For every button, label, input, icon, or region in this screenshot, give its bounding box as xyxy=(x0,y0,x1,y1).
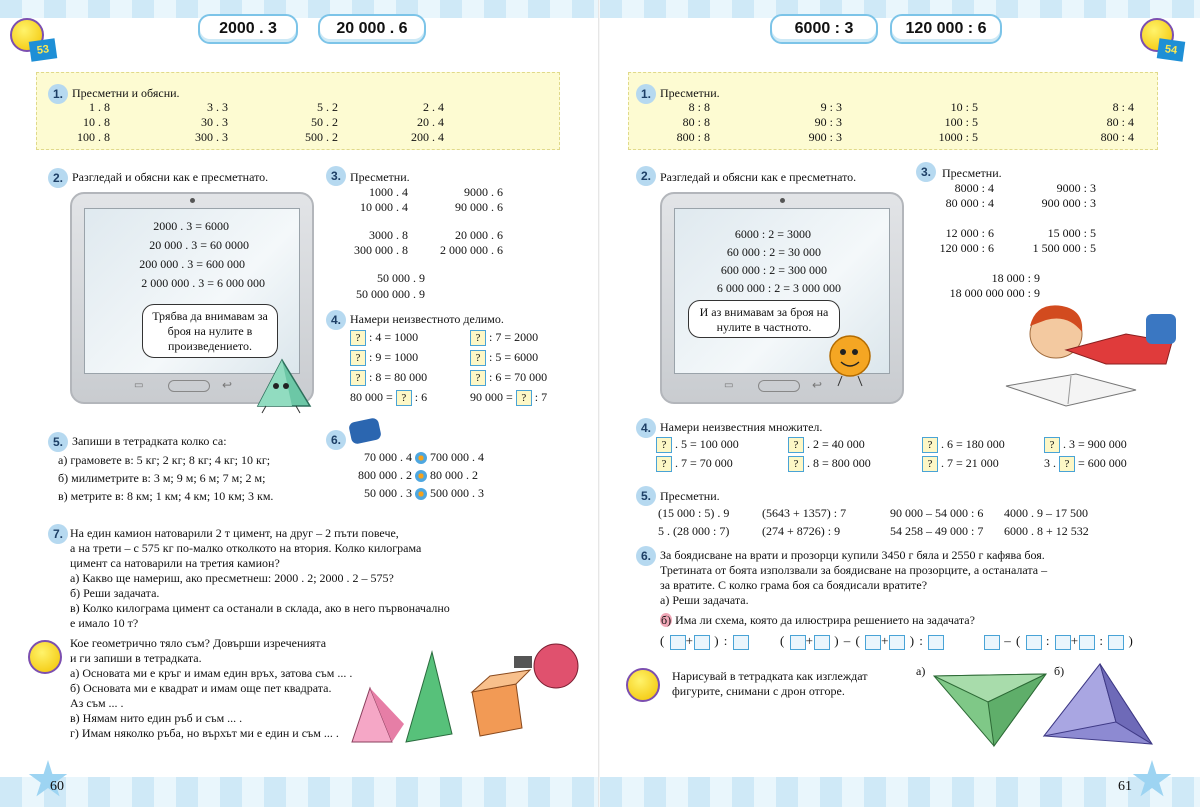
figure-b-label: б) xyxy=(1054,664,1065,678)
unknown-box[interactable]: ? xyxy=(350,330,366,346)
task7-line: цимент са натоварили на третия камион? xyxy=(70,556,280,570)
equation: ? . 8 = 800 000 xyxy=(788,456,871,472)
calc-item: 90 000 . 6 xyxy=(455,200,503,214)
sphere-character-icon xyxy=(826,332,874,388)
compare-row xyxy=(348,468,478,483)
task6-line: за вратите. С колко грама боя са боядисали вратите? xyxy=(660,578,928,592)
drone-mascot-icon xyxy=(626,668,660,702)
geometric-shapes-illustration xyxy=(340,632,590,750)
calc-line: 6000 : 2 = 3000 xyxy=(734,227,811,241)
calc-item: 9000 : 3 xyxy=(1056,181,1096,195)
task5-item: а) грамовете в: 5 кг; 2 кг; 8 кг; 4 кг; 10 кг; xyxy=(58,453,271,467)
answer-box[interactable] xyxy=(790,635,806,650)
unknown-box[interactable]: ? xyxy=(922,437,938,453)
calc-line: 60 000 : 2 = 30 000 xyxy=(726,245,821,259)
riddle-line: а) Основата ми е кръг и имам един връх, затова съм ... . xyxy=(70,666,353,680)
calc-item: 10 . 8 xyxy=(83,115,110,129)
task5-title: Запиши в тетрадката колко са: xyxy=(72,434,227,448)
equation: ? : 7 = 2000 xyxy=(470,330,538,346)
unknown-box[interactable]: ? xyxy=(1044,437,1060,453)
calc-item: 18 000 : 9 xyxy=(991,271,1040,285)
page-number: 61 xyxy=(1118,779,1132,794)
recent-apps-icon: ▭ xyxy=(134,380,144,391)
calc-item: 5 . 2 xyxy=(317,100,338,114)
task4-title: Намери неизвестното делимо. xyxy=(350,312,504,326)
equation: 90 000 = ? : 7 xyxy=(470,390,548,405)
figure-a-label: а) xyxy=(916,664,926,678)
compare-right: 80 000 . 2 xyxy=(430,468,478,482)
calc-line: 2000 . 3 = 6000 xyxy=(153,219,229,233)
calc-item: 120 000 : 6 xyxy=(939,241,994,255)
unknown-box[interactable]: ? xyxy=(470,350,486,366)
drone-text: фигурите, снимани с дрон отгоре. xyxy=(672,684,845,698)
unknown-box[interactable]: ? xyxy=(396,390,412,406)
answer-box[interactable] xyxy=(814,635,830,650)
calc-item: 500 . 2 xyxy=(305,130,338,144)
recent-apps-icon: ▭ xyxy=(724,380,734,391)
back-arrow-icon: ↩ xyxy=(812,378,823,392)
flower-icon[interactable] xyxy=(415,470,427,482)
equation: ? . 6 = 180 000 xyxy=(922,437,1005,453)
calc-item: 900 000 : 3 xyxy=(1041,196,1096,210)
task2-title: Разгледай и обясни как е пресметнато. xyxy=(72,170,269,184)
header-pill-2: 120 000 : 6 xyxy=(890,14,1002,44)
calc-item: 12 000 : 6 xyxy=(945,226,994,240)
calc-line: 200 000 . 3 = 600 000 xyxy=(139,257,245,271)
task4-title: Намери неизвестния множител. xyxy=(660,420,823,434)
speech-bubble: Трябва да внимавам за броя на нулите в произведението. xyxy=(142,304,278,358)
calc-item: 3000 . 8 xyxy=(369,228,408,242)
answer-box[interactable] xyxy=(865,635,881,650)
task2-number: 2. xyxy=(48,168,68,188)
compare-character-icon xyxy=(348,417,382,445)
task6-part-b xyxy=(660,613,975,628)
equation: ? : 4 = 1000 xyxy=(350,330,418,346)
header-pill-2: 20 000 . 6 xyxy=(318,14,426,44)
equation: 80 000 = ? : 6 xyxy=(350,390,428,405)
calc-line: 2 000 000 . 3 = 6 000 000 xyxy=(141,276,265,290)
task4-number: 4. xyxy=(326,310,346,330)
calc-item: 6000 . 8 + 12 532 xyxy=(1004,524,1089,538)
equation: ? . 7 = 70 000 xyxy=(656,456,733,472)
task2-title: Разгледай и обясни как е пресметнато. xyxy=(660,170,857,184)
task5-title: Пресметни. xyxy=(660,489,720,503)
task7-line: На един камион натоварили 2 т цимент, на друг – 2 пъти повече, xyxy=(70,526,399,540)
task7-line: а на трети – с 575 кг по-малко отколкото на втория. Колко килограма xyxy=(70,541,422,555)
speech-bubble: И аз внимавам за броя на нулите в частното. xyxy=(688,300,840,338)
unknown-box[interactable]: ? xyxy=(656,437,672,453)
calc-item: 9 : 3 xyxy=(820,100,842,114)
equation: ? . 5 = 100 000 xyxy=(656,437,739,453)
answer-box[interactable] xyxy=(670,635,686,650)
calc-item: 8 : 8 xyxy=(688,100,710,114)
compare-row xyxy=(348,486,484,501)
calc-item: 54 258 – 49 000 : 7 xyxy=(890,524,984,538)
right-page xyxy=(600,0,1200,807)
task6-line: Третината от боята използвали за боядисване на прозорците, а останалата – xyxy=(660,563,1048,577)
equation: ? : 8 = 80 000 xyxy=(350,370,427,386)
answer-box[interactable] xyxy=(1055,635,1071,650)
compare-row xyxy=(348,450,484,465)
task1-title: Пресметни. xyxy=(660,86,720,100)
task6-number: 6. xyxy=(326,430,346,450)
task3-title: Пресметни. xyxy=(942,166,1002,180)
compare-left: 70 000 . 4 xyxy=(364,450,412,464)
calc-item: 1 500 000 : 5 xyxy=(1032,241,1096,255)
calc-line: 6 000 000 : 2 = 3 000 000 xyxy=(716,281,841,295)
task1-title: Пресметни и обясни. xyxy=(72,86,180,100)
home-button-icon xyxy=(758,380,800,392)
calc-item: (274 + 8726) : 9 xyxy=(762,524,841,538)
calc-item: 2 . 4 xyxy=(423,100,444,114)
calc-item: 3 . 3 xyxy=(207,100,228,114)
equation: ? . 3 = 900 000 xyxy=(1044,437,1127,453)
header-pill-1: 6000 : 3 xyxy=(770,14,878,44)
scheme-option-2: ( + ) – ( + ) : xyxy=(780,633,944,650)
calc-item: 9000 . 6 xyxy=(464,185,503,199)
task5-number: 5. xyxy=(48,432,68,452)
calc-item: 18 000 000 000 : 9 xyxy=(949,286,1040,300)
riddle-mascot-icon xyxy=(28,640,62,674)
task7-number: 7. xyxy=(48,524,68,544)
task5-item: в) метрите в: 8 км; 1 км; 4 км; 10 км; 3 км. xyxy=(58,489,274,503)
scheme-option-3: – ( : + : ) xyxy=(984,633,1134,650)
equation: ? : 9 = 1000 xyxy=(350,350,418,366)
calc-item: 8000 : 4 xyxy=(954,181,994,195)
home-button-icon xyxy=(168,380,210,392)
unknown-box[interactable]: ? xyxy=(656,456,672,472)
calc-item: 10 000 . 4 xyxy=(360,200,408,214)
unknown-box[interactable]: ? xyxy=(470,370,486,386)
pyramid-character-icon xyxy=(252,356,314,414)
calc-item: 100 . 8 xyxy=(77,130,110,144)
calc-item: 1000 : 5 xyxy=(938,130,978,144)
task5-item: б) милиметрите в: 3 м; 9 м; 6 м; 7 м; 2 м; xyxy=(58,471,266,485)
task4-number: 4. xyxy=(636,418,656,438)
calc-item: (15 000 : 5) . 9 xyxy=(658,506,730,520)
calc-item: 200 . 4 xyxy=(411,130,444,144)
scheme-option-1: ( + ) : xyxy=(660,633,749,650)
calc-item: 100 : 5 xyxy=(944,115,978,129)
task1-number: 1. xyxy=(636,84,656,104)
calc-item: 800 : 8 xyxy=(676,130,710,144)
calc-item: 20 . 4 xyxy=(417,115,444,129)
task7-line: в) Колко килограма цимент са останали в склада, ако в него първоначално xyxy=(70,601,450,615)
unknown-box[interactable]: ? xyxy=(1059,456,1075,472)
header-pill-1: 2000 . 3 xyxy=(198,14,298,44)
calc-item: 800 : 4 xyxy=(1100,130,1134,144)
boy-writing-illustration xyxy=(996,294,1180,414)
task7-line: е имало 10 т? xyxy=(70,616,139,630)
compare-left: 50 000 . 3 xyxy=(364,486,412,500)
calc-item: 4000 . 9 – 17 500 xyxy=(1004,506,1088,520)
unknown-box[interactable]: ? xyxy=(350,370,366,386)
top-band xyxy=(0,0,600,18)
task6-line: За боядисване на врати и прозорци купили 3450 г бяла и 2550 г кафява боя. xyxy=(660,548,1045,562)
calc-item: 90 000 – 54 000 : 6 xyxy=(890,506,984,520)
calc-item: 15 000 : 5 xyxy=(1047,226,1096,240)
calc-item: 80 : 4 xyxy=(1106,115,1134,129)
riddle-line: Кое геометрично тяло съм? Довърши изреченията xyxy=(70,636,327,650)
calc-item: 80 000 : 4 xyxy=(945,196,994,210)
lesson-badge: 53 xyxy=(29,38,58,61)
lesson-badge: 54 xyxy=(1157,38,1186,61)
task6-number: 6. xyxy=(636,546,656,566)
unknown-box[interactable]: ? xyxy=(350,350,366,366)
part-b-text: Има ли схема, която да илюстрира решението на задачата? xyxy=(675,613,975,627)
unknown-box[interactable]: ? xyxy=(516,390,532,406)
task1-number: 1. xyxy=(48,84,68,104)
task6-line: а) Реши задачата. xyxy=(660,593,749,607)
page-number: 60 xyxy=(50,779,64,794)
answer-box[interactable] xyxy=(1079,635,1095,650)
calc-item: 5 . (28 000 : 7) xyxy=(658,524,730,538)
unknown-box[interactable]: ? xyxy=(470,330,486,346)
equation: ? : 5 = 6000 xyxy=(470,350,538,366)
calc-item: 300 . 3 xyxy=(195,130,228,144)
answer-box[interactable] xyxy=(984,635,1000,650)
equation: ? : 6 = 70 000 xyxy=(470,370,547,386)
task5-number: 5. xyxy=(636,486,656,506)
unknown-box[interactable]: ? xyxy=(788,437,804,453)
riddle-line: в) Нямам нито един ръб и съм ... . xyxy=(70,711,243,725)
equation: ? . 2 = 40 000 xyxy=(788,437,865,453)
calc-item: 20 000 . 6 xyxy=(455,228,503,242)
calc-item: 1000 . 4 xyxy=(369,185,408,199)
calc-line: 20 000 . 3 = 60 0000 xyxy=(149,238,249,252)
calc-item: 50 000 000 . 9 xyxy=(356,287,425,301)
calc-item: 300 000 . 8 xyxy=(354,243,408,257)
calc-item: 1 . 8 xyxy=(89,100,110,114)
riddle-line: б) Основата ми е квадрат и имам още пет квадрата. xyxy=(70,681,332,695)
riddle-line: и ги запиши в тетрадката. xyxy=(70,651,202,665)
bottom-band xyxy=(600,777,1200,807)
drone-text: Нарисувай в тетрадката как изглеждат xyxy=(672,669,868,683)
riddle-line: г) Имам няколко ръба, но върхът ми е един и съм ... . xyxy=(70,726,339,740)
task3-title: Пресметни. xyxy=(350,170,410,184)
task7-line: б) Реши задачата. xyxy=(70,586,160,600)
calc-item: 50 000 . 9 xyxy=(377,271,425,285)
flower-icon[interactable] xyxy=(415,488,427,500)
calc-item: (5643 + 1357) : 7 xyxy=(762,506,847,520)
back-arrow-icon: ↩ xyxy=(222,378,233,392)
compare-right: 500 000 . 3 xyxy=(430,486,484,500)
riddle-line: Аз съм ... . xyxy=(70,696,124,710)
task1-box xyxy=(36,72,560,150)
equation: ? . 7 = 21 000 xyxy=(922,456,999,472)
calc-item: 50 . 2 xyxy=(311,115,338,129)
compare-right: 700 000 . 4 xyxy=(430,450,484,464)
calc-line: 600 000 : 2 = 300 000 xyxy=(720,263,827,277)
calc-item: 2 000 000 . 6 xyxy=(440,243,503,257)
answer-box[interactable] xyxy=(928,635,944,650)
calc-item: 10 : 5 xyxy=(950,100,978,114)
equation: 3 . ? = 600 000 xyxy=(1044,456,1127,471)
calc-item: 30 . 3 xyxy=(201,115,228,129)
square-pyramid-icon xyxy=(1040,660,1158,748)
calc-item: 8 : 4 xyxy=(1112,100,1134,114)
unknown-box[interactable]: ? xyxy=(788,456,804,472)
task3-number: 3. xyxy=(916,162,936,182)
task3-number: 3. xyxy=(326,166,346,186)
answer-box[interactable] xyxy=(694,635,710,650)
task2-number: 2. xyxy=(636,166,656,186)
task7-line: а) Какво ще намериш, ако пресметнеш: 2000 . 2; 2000 . 2 – 575? xyxy=(70,571,394,585)
calc-item: 90 : 3 xyxy=(814,115,842,129)
triangular-pyramid-icon xyxy=(930,668,1050,750)
compare-left: 800 000 . 2 xyxy=(358,468,412,482)
calc-item: 80 : 8 xyxy=(682,115,710,129)
answer-box[interactable] xyxy=(1108,635,1124,650)
answer-box[interactable] xyxy=(733,635,749,650)
answer-box[interactable] xyxy=(889,635,905,650)
flower-icon[interactable] xyxy=(415,452,427,464)
calc-item: 900 : 3 xyxy=(808,130,842,144)
answer-box[interactable] xyxy=(1026,635,1042,650)
bottom-band xyxy=(0,777,600,807)
part-b-label: б) xyxy=(661,613,672,627)
unknown-box[interactable]: ? xyxy=(922,456,938,472)
